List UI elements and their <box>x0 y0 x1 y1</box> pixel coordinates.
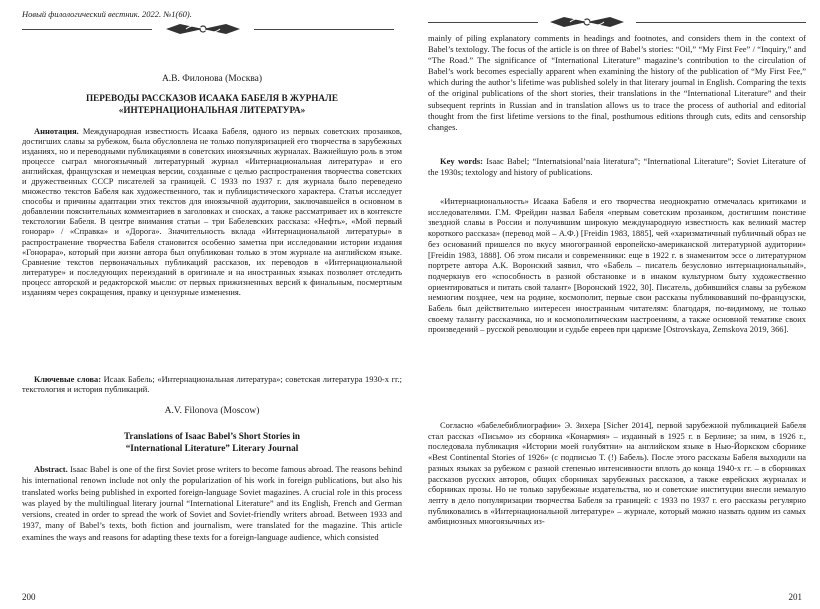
ru-keywords-label: Ключевые слова: <box>34 374 102 384</box>
en-title-line2: “International Literature” Literary Journal <box>125 443 299 453</box>
body-paragraph-2: Согласно «бабелебиблиографии» Э. Зихера [Sicher 2014], первой зарубежной публикацией Бабеля стал рассказ «Письмо» из сборника «Конармия» – изданный в 1925 г. в Берлине; за ним, в 1926 г., последовала публикация «Истории моей голубятни» на английском языке в Нью-Йоркском сборнике «Best Continental Stories of 1926» (с подписью Т. (!) Бабель). После этого рассказы Бабеля выходили на разных языках за рубежом с разной степенью интенсивности вплоть до конца 1940-х гг. – в сборниках рассказов русских авторов, общих сборниках зарубежных рассказов, а также еврейских журналах и сборниках прозы. Но не только зарубежные издательства, но и советские институции внесли немалую лепту в дело популяризации творчества Бабеля за границей: с 1933 по 1937 г. его рассказы регулярно публиковались в «Интернациональной литературе» – журнале, который можно назвать одним из самых амбициозных многоязычных из- <box>428 420 806 527</box>
header-ornament-right <box>544 15 630 29</box>
ru-title-line1: ПЕРЕВОДЫ РАССКАЗОВ ИСААКА БАБЕЛЯ В ЖУРНАЛЕ <box>86 93 338 103</box>
running-header: Новый филологический вестник. 2022. №1(60). <box>22 9 192 19</box>
header-ornament-left <box>160 22 246 36</box>
en-abstract <box>22 464 402 543</box>
en-abstract-continued: mainly of piling explanatory comments in headings and footnotes, and considers them in the context of Babel’s textology. The focus of the article is on three of Babel’s stories: “Oil,” “My First Fee” / “Inquiry,” and “The Road.” The significance of “International Literature” magazine’s contribution to the circulation of Babel’s work becomes especially apparent when examining the history of the publication of “My First Fee,” which during the author’s lifetime was published solely in that literary journal in English. Comparing the texts of the original publications of the short stories, their translations in the “International Literature” and their subsequent reprints in Russian and in translation allows us to trace the process of authorial and editorial thought from the first lifetime versions to the final, posthumous editions through cuts, edits and censorship changes. <box>428 33 806 132</box>
en-abstract-text: Isaac Babel is one of the first Soviet prose writers to become famous abroad. The reasons behind his international renown include not only the popularization of his work in foreign publications, but also his translated works being published in exported foreign-language Soviet magazines. A crucial role in this process was played by the multilingual literary journal “International Literature” and its English, French and German versions, created in order to spread the work of Soviet and Soviet-friendly writers abroad. Between 1933 and 1937, many of Babel’s texts, both fiction and journalism, were translated for the magazine. This article examines the ways and reasons for adapting these texts for a foreign-language audience, which consisted <box>22 464 402 542</box>
header-rule-left-2 <box>254 29 394 30</box>
page-number-left: 200 <box>22 592 36 602</box>
header-rule-right <box>428 22 538 23</box>
en-keywords-text: Isaac Babel; “Internatsional’naia literatura”; “International Literature”; Soviet Literature of the 1930s; textology and history of publications. <box>428 156 806 178</box>
header-rule-right-2 <box>636 22 806 23</box>
en-keywords <box>428 156 806 178</box>
page-number-right: 201 <box>788 592 802 602</box>
en-title-line1: Translations of Isaac Babel’s Short Stories in <box>123 431 301 441</box>
header-rule-left <box>22 29 152 30</box>
en-author: A.V. Filonova (Moscow) <box>164 406 260 416</box>
body-paragraph-1: «Интернациональность» Исаака Бабеля и его творчества неоднократно отмечалась критиками и исследователями. Г.М. Фрейдин назвал Бабеля «первым советским прозаиком, достигшим поистине звездной славы в России и получившим широкую международную известность как великий мастер короткого рассказа» (перевод мой – А.Ф.) [Freidin 1983, 1885], чей «харизматичный публичный образ не без оснований пришелся по вкусу многогранной европейско-американской литературной аудитории» [Freidin 1983, 1888]. Об этом писали и современники: еще в 1922 г. в знаменитом эссе о литературном портрете автора А.К. Воронский заявил, что «Бабель – писатель безусловно интернациональный», подчеркнув его «способность в разной обстановке и в инаком культурном быту художественно ориентироваться и питать свой талант» [Воронский 1922, 30]. Писатель, добившийся славы за рубежом немногим позднее, чем на родине, космополит, первые свои рассказы публиковавший по-французски, Бабель был действительно интересен иностранным читателям: благодаря, по-видимому, не только своему таланту рассказчика, но и космополитическим настроениям, а также основной тематике своих произведений – русской революции и судьбе евреев при царизме [Ostrovskaya, Zemskova 2019, 366]. <box>428 196 806 335</box>
ru-title-line2: «ИНТЕРНАЦИОНАЛЬНАЯ ЛИТЕРАТУРА» <box>118 105 306 115</box>
en-keywords-label: Key words: <box>440 156 483 166</box>
ru-abstract <box>22 126 402 297</box>
ru-abstract-text: Международная известность Исаака Бабеля, одного из первых советских прозаиков, достигших славы за рубежом, была обусловлена не только популяризацией его творчества в зарубежных изданиях, но и переводными публикациями в советских иноязычных журналах. Важнейшую роль в этом процессе сыграл многоязычный литературный журнал «Интернациональная литература» и его английская, французская и немецкая версии, созданные с целью распространения творчества советских и дружественных СССР писателей за границей. С 1933 по 1937 г. для журнала было переведено множество текстов Бабеля как художественного, так и публицистического характера. Статья исследует способы и причины адаптации этих текстов для иноязычной аудитории, заключавшейся в основном в добавлении пояснительных комментариев в заголовках и сносках, а также рассматривает их в контексте текстологии Бабеля. В центре внимания статьи – три Бабелевских рассказа: «Нефть», «Мой первый гонорар» / «Справка» и «Дорога». Значительность вклада «Интернациональной литературы» в распространение творчества Бабеля становится особенно заметна при исследовании истории издания «Гонорара», который при жизни автора был опубликован только в этом журнале на английском языке. Сравнение текстов первоначальных публикаций рассказов, их переводов в «Интернациональной литературе» и последующих переизданий в оригинале и на иностранных языках позволяет отследить процесс авторской и редакторской мысли: от первых прижизненных версий к финальным, посмертным изданиям через сокращения, правку и цензурные изменения. <box>22 126 402 297</box>
ru-abstract-label: Аннотация. <box>34 126 79 136</box>
right-page <box>410 0 820 609</box>
en-abstract-label: Abstract. <box>34 464 68 474</box>
ru-title <box>22 92 402 116</box>
ru-keywords <box>22 374 402 394</box>
ru-keywords-text: Исаак Бабель; «Интернациональная литература»; советская литература 1930-х гг.; текстология и история публикаций. <box>22 374 402 395</box>
en-title <box>22 430 402 454</box>
ru-author: А.В. Филонова (Москва) <box>161 74 263 84</box>
